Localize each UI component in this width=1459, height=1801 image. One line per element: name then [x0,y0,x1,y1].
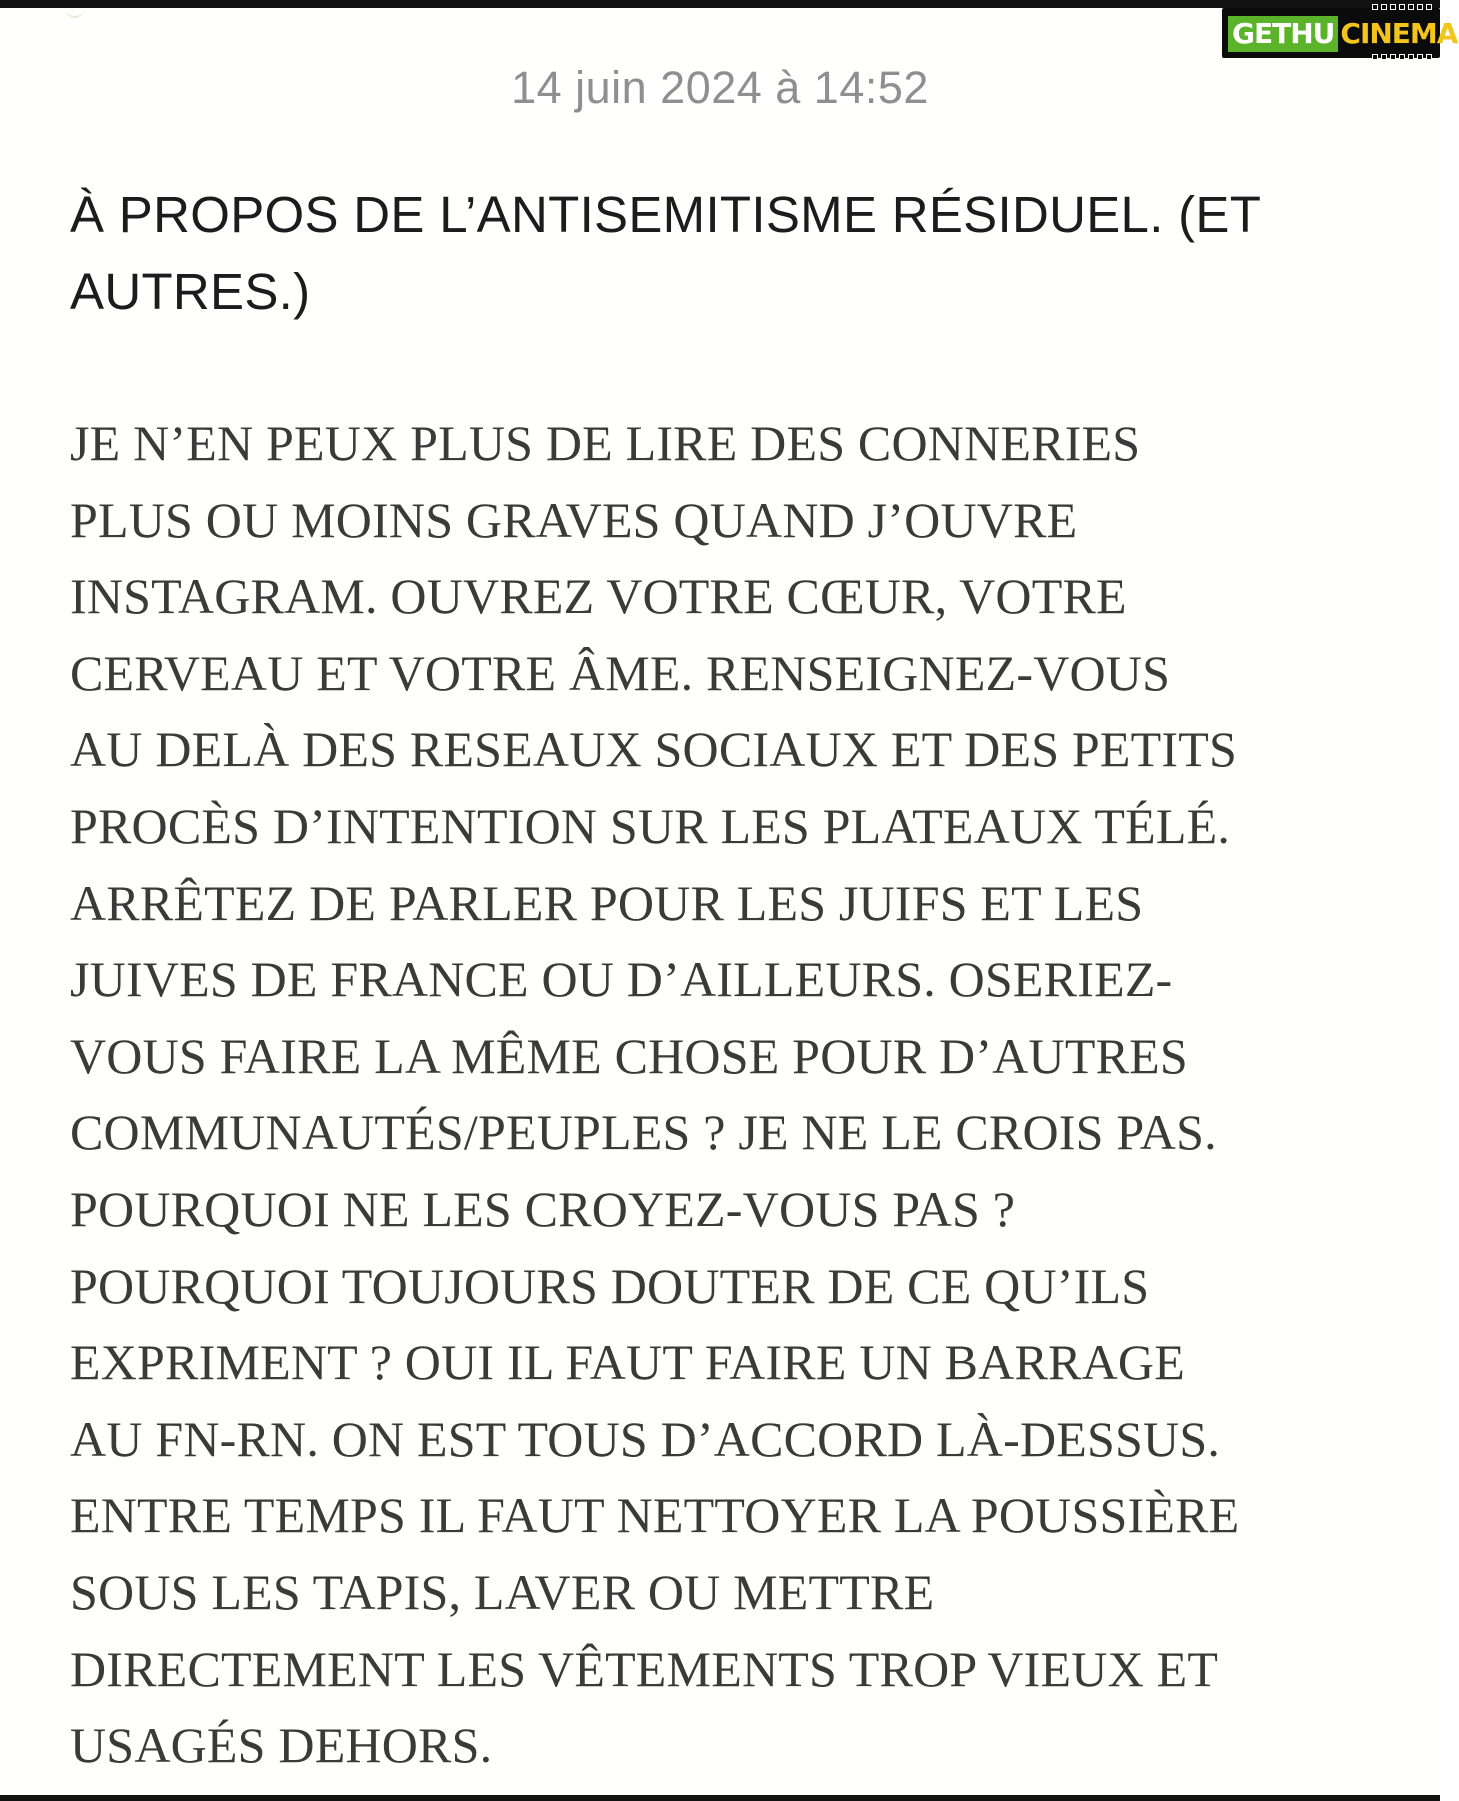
note-body-line: EXPRIMENT ? OUI IL FAUT FAIRE UN BARRAGE [70,1334,1185,1391]
watermark-logo [1222,8,1458,58]
bottom-border [0,1795,1440,1801]
note-title-line: À PROPOS DE L’ANTISEMITISME RÉSIDUEL. (ET [70,186,1261,243]
note-body-line: COMMUNAUTÉS/PEUPLES ? JE NE LE CROIS PAS. [70,1104,1217,1161]
note-body-line: AU DELÀ DES RESEAUX SOCIAUX ET DES PETITS [70,721,1238,778]
note-body-line: CERVEAU ET VOTRE ÂME. RENSEIGNEZ-VOUS [70,644,1171,701]
note-body-line: USAGÉS DEHORS. [70,1717,493,1774]
note-body-line: JUIVES DE FRANCE OU D’AILLEURS. OSERIEZ- [70,951,1173,1008]
film-strip-icon [1372,4,1436,10]
top-border [0,0,1440,8]
note-body-line: VOUS FAIRE LA MÊME CHOSE POUR D’AUTRES [70,1027,1188,1084]
note-title[interactable] [70,176,1370,330]
note-body-line: POURQUOI NE LES CROYEZ-VOUS PAS ? [70,1180,1016,1237]
note-body-line: ENTRE TEMPS IL FAUT NETTOYER LA POUSSIÈRE [70,1487,1240,1544]
note-body-line: AU FN-RN. ON EST TOUS D’ACCORD LÀ-DESSUS. [70,1410,1221,1467]
note-title-line: AUTRES.) [70,263,311,320]
watermark-text-part2: CINEMA [1340,17,1458,50]
note-body-line: INSTAGRAM. OUVREZ VOTRE CŒUR, VOTRE [70,568,1127,625]
note-body[interactable] [70,405,1390,1784]
watermark-text-part1: GETHU [1228,16,1338,52]
film-strip-icon [1372,54,1436,60]
partial-icon [66,6,84,18]
note-body-line: SOUS LES TAPIS, LAVER OU METTRE [70,1563,935,1620]
note-body-line: JE N’EN PEUX PLUS DE LIRE DES CONNERIES [70,415,1141,471]
note-body-line: DIRECTEMENT LES VÊTEMENTS TROP VIEUX ET [70,1640,1219,1697]
note-body-line: POURQUOI TOUJOURS DOUTER DE CE QU’ILS [70,1257,1150,1314]
watermark-brand [1228,16,1459,52]
note-timestamp: 14 juin 2024 à 14:52 [511,62,929,113]
note-body-line: ARRÊTEZ DE PARLER POUR LES JUIFS ET LES [70,874,1144,931]
note-body-line: PROCÈS D’INTENTION SUR LES PLATEAUX TÉLÉ. [70,797,1231,854]
note-body-line: PLUS OU MOINS GRAVES QUAND J’OUVRE [70,491,1078,548]
